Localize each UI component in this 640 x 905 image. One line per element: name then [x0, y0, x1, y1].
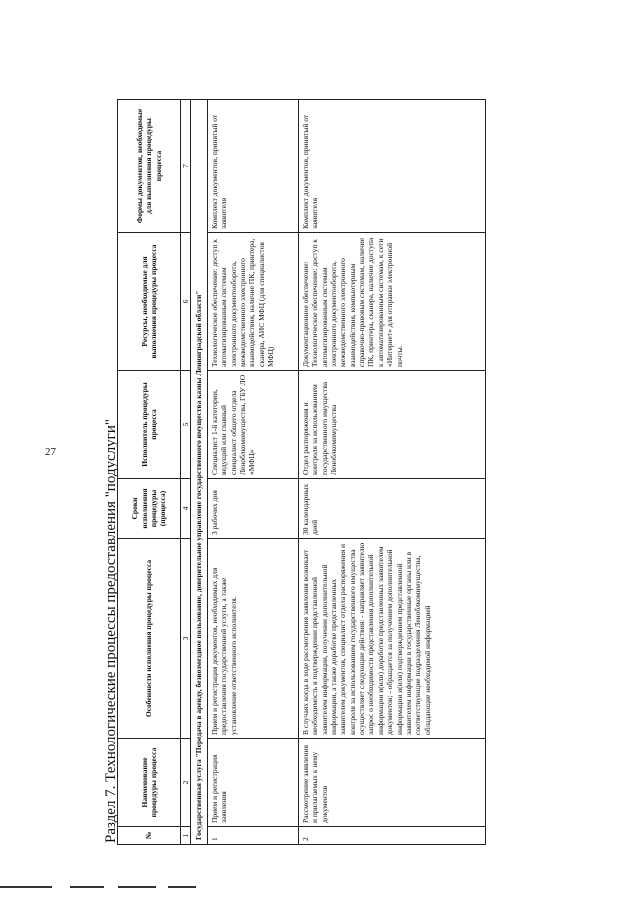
header-cell-executor: Исполнитель процедуры процесса	[118, 371, 181, 479]
service-title-row	[191, 100, 207, 845]
header-cell-resources: Ресурсы, необходимые для выполнения процедуры процесса	[118, 233, 181, 371]
header-cell-number: №	[118, 827, 181, 845]
row-number: 1	[207, 827, 298, 845]
procedure-features: Прием и регистрация документов, необходимых для предоставления государственной услуги, а также установление ответственного исполнителя.	[207, 539, 298, 739]
column-number: 1	[181, 827, 191, 845]
procedure-forms: Комплект документов, принятый от заявителя	[298, 100, 485, 233]
technological-process-table	[117, 99, 486, 845]
header-cell-procedure-name: Наименование процедуры процесса	[118, 739, 181, 827]
column-number: 2	[181, 739, 191, 827]
row-number: 2	[298, 827, 485, 845]
column-number-row	[181, 100, 191, 845]
service-title: Государственная услуга "Передача в аренду, безвозмездное пользование, доверительное управление государственного имущества казны Ленинградской области"	[191, 100, 207, 845]
procedure-executor: Специалист 1-й категории, ведущий или главный специалист общего отдела Леноблкомимущества, ГБУ ЛО «МФЦ»	[207, 371, 298, 479]
page-number: 27	[45, 446, 56, 458]
header-row	[118, 100, 181, 845]
column-number: 5	[181, 371, 191, 479]
column-number: 4	[181, 479, 191, 539]
column-number: 3	[181, 539, 191, 739]
procedure-term: 30 календарных дней	[298, 479, 485, 539]
column-number: 7	[181, 100, 191, 233]
procedure-forms: Комплект документов, принятый от заявителя	[207, 100, 298, 233]
procedure-term: 3 рабочих дня	[207, 479, 298, 539]
header-cell-forms: Формы документов, необходимые для выполнения процедуры процесса	[118, 100, 181, 233]
procedure-name: Прием и регистрация заявления	[207, 739, 298, 827]
scan-binding-marks	[0, 884, 200, 890]
table-row	[207, 100, 298, 845]
section-title: Раздел 7. Технологические процессы предоставления "подуслуги"	[103, 419, 119, 843]
procedure-resources: Документационное обеспечение: Технологическое обеспечение: доступ к автоматизированным системам электронного документооборота, межведомственного электронного взаимодействия, компьютерным справочно-правовым системам, наличие ПК, принтера, сканера, наличие доступа к автоматизированным системам, к сети «Интернет» для отправки электронной почты.	[298, 233, 485, 371]
header-cell-term: Сроки исполнения процедуры (процесса)	[118, 479, 181, 539]
procedure-executor: Отдел распоряжения и контроля за использованием государственного имущества Леноблкомимущества	[298, 371, 485, 479]
procedure-name: Рассмотрение заявления и прилагаемых к нему документов	[298, 739, 485, 827]
procedure-resources: Технологическое обеспечение: доступ к автоматизированным системам электронного документооборота, межведомственного электронного взаимодействия, наличие ПК, принтера, сканера, АИС МФЦ (для специалистов МФЦ)	[207, 233, 298, 371]
column-number: 6	[181, 233, 191, 371]
table-row	[298, 100, 485, 845]
procedure-features: В случаях когда в ходе рассмотрения заявления возникает необходимость в подтверждении представленной заявителем информации, получении дополнительной информации, а также доработке представленных заявителем документов, специалист отдела распоряжения и контроля за использованием государственного имущества осуществляет следующие действия: - направляет заявителю запрос о необходимости представления дополнительной информации и(или) доработке представленных заявителем документов; - обращается за получением дополнительной информации и(или) подтверждением представленной заявителем информации в государственные органы или в соответствующие подразделения Леноблкомимущества, обладающие необходимой информацией	[298, 539, 485, 739]
rotated-page-content	[103, 100, 623, 845]
header-cell-features: Особенности исполнения процедуры процесса	[118, 539, 181, 739]
